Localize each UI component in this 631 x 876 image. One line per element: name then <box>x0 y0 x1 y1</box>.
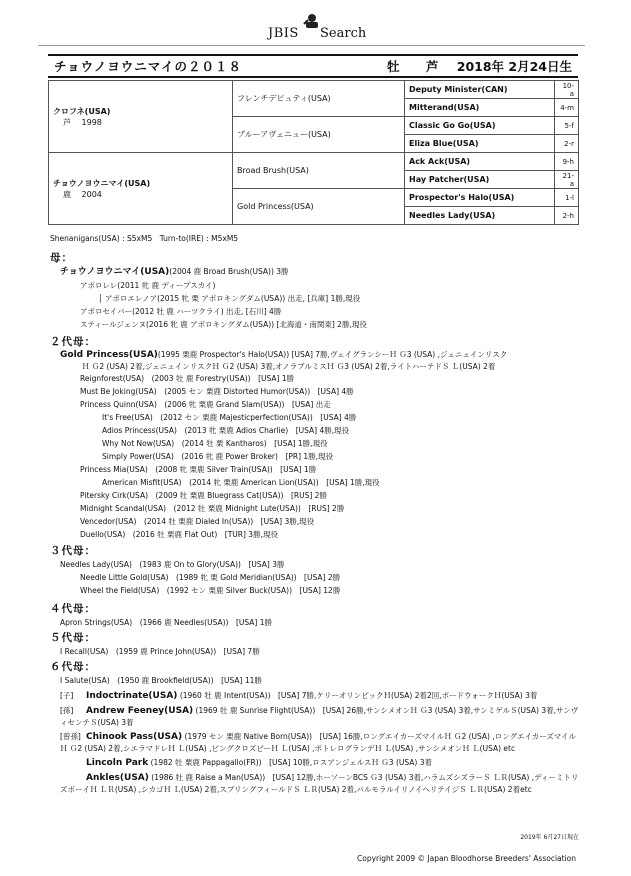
pedigree-g3-cell[interactable]: Hay Patcher(USA) <box>405 171 555 189</box>
copyright: Copyright 2009 © Japan Bloodhorse Breeders' Association <box>357 854 576 863</box>
family-entry[interactable] <box>80 584 608 597</box>
pedigree-g3-cell[interactable]: Ack Ack(USA) <box>405 153 555 171</box>
pedigree-g3-cell[interactable]: Needles Lady(USA) <box>405 207 555 225</box>
sire-detail: 芦 1998 <box>63 117 102 127</box>
entry-record: Simply Power(USA) (2016 牝 鹿 Power Broker) [PR] 1勝,現役 <box>102 452 334 461</box>
jockey-icon <box>300 12 320 32</box>
pedigree-g2-cell[interactable]: Broad Brush(USA) <box>233 153 405 189</box>
title-bottom-rule <box>48 76 578 78</box>
descendant-entry[interactable] <box>60 772 580 795</box>
entry-record: American Misfit(USA) (2014 牝 栗鹿 American Lion(USA)) [USA] 1勝,現役 <box>102 478 380 487</box>
family-entry[interactable] <box>60 645 608 658</box>
entry-record: Vencedor(USA) (2014 牡 栗鹿 Dialed In(USA)) [USA] 3勝,現役 <box>80 517 315 526</box>
entry-record: Adios Princess(USA) (2013 牝 栗鹿 Adios Charlie) [USA] 4勝,現役 <box>102 426 350 435</box>
family-entry[interactable] <box>80 385 608 398</box>
pedigree-g3-cell[interactable]: Prospector's Halo(USA) <box>405 189 555 207</box>
family-entry[interactable] <box>80 318 608 331</box>
entry-record: Needles Lady(USA) (1983 鹿 On to Glory(USA)) [USA] 3勝 <box>60 560 285 569</box>
entry-record: Apron Strings(USA) (1966 鹿 Needles(USA)) [USA] 1勝 <box>60 618 273 627</box>
entry-record: Princess Mia(USA) (2008 牝 栗鹿 Silver Train(USA)) [USA] 1勝 <box>80 465 317 474</box>
family-entry[interactable] <box>60 558 608 571</box>
pedigree-g2-cell[interactable]: Gold Princess(USA) <box>233 189 405 225</box>
descendant-entry[interactable] <box>60 757 580 769</box>
family-entry[interactable] <box>80 489 608 502</box>
entry-record: Princess Quinn(USA) (2006 牝 栗鹿 Grand Slam(USA)) [USA] 出走 <box>80 400 331 409</box>
family-number: 4-m <box>555 99 579 117</box>
family-number: 2-h <box>555 207 579 225</box>
descendant-entry[interactable] <box>60 705 580 728</box>
generation-heading: ６代母： <box>50 661 96 673</box>
family-entry[interactable] <box>102 476 608 489</box>
pedigree-table <box>48 80 579 225</box>
entry-record: Midnight Scandal(USA) (2012 牡 栗鹿 Midnight Lute(USA)) [RUS] 2勝 <box>80 504 345 513</box>
family-entry[interactable] <box>60 349 608 372</box>
horse-meta <box>373 57 572 75</box>
entry-record: Wheel the Field(USA) (1992 セン 栗鹿 Silver Buck(USA)) [USA] 12勝 <box>80 586 341 595</box>
family-entry[interactable] <box>60 616 608 629</box>
relation-tag: [曾孫] <box>60 732 81 741</box>
family-entry[interactable] <box>80 372 608 385</box>
descendant-record: (1982 牡 栗鹿 Pappagallo(FR)) [USA] 10勝,ロスアンジェルスＨ Ｇ3 (USA) 3着 <box>150 758 432 767</box>
family-number: 1-l <box>555 189 579 207</box>
descendant-name: Andrew Feeney(USA) <box>86 706 194 716</box>
update-date: 2019年 6月27日現在 <box>520 834 579 841</box>
descendant-entry[interactable] <box>60 690 580 702</box>
jbis-logo[interactable] <box>262 9 382 49</box>
title-bar <box>48 56 578 76</box>
family-entry[interactable] <box>80 571 608 584</box>
dam-detail: 鹿 2004 <box>63 189 102 199</box>
pedigree-g3-cell[interactable]: Mitterand(USA) <box>405 99 555 117</box>
logo-search-text: Search <box>320 26 367 41</box>
entry-name: Gold Princess(USA) <box>60 350 158 360</box>
inbreeding-note: Shenanigans(USA) : S5xM5 Turn-to(IRE) : M5xM5 <box>50 234 239 243</box>
entry-record: アポロレレ(2011 牝 鹿 ディープスカイ) <box>80 281 216 290</box>
family-number: 21-a <box>555 171 579 189</box>
entry-record: Pitersky Cirk(USA) (2009 牡 栗鹿 Bluegrass Cat(USA)) [RUS] 2勝 <box>80 491 327 500</box>
logo-jbis-text: JBIS <box>268 26 299 41</box>
family-entry[interactable] <box>80 502 608 515</box>
family-entry[interactable] <box>80 528 608 541</box>
family-number: 9-h <box>555 153 579 171</box>
pedigree-g3-cell[interactable]: Deputy Minister(CAN) <box>405 81 555 99</box>
family-entry[interactable] <box>102 450 608 463</box>
entry-record: (1995 栗鹿 Prospector's Halo(USA)) [USA] 7勝,ヴェイグランシーＨ Ｇ3 (USA) ,ジェニュインリスク <box>157 350 508 359</box>
family-number: 5-f <box>555 117 579 135</box>
generation-heading: ２代母： <box>50 336 96 348</box>
entry-record: スティールジェンヌ(2016 牝 鹿 アポロキングダム(USA)) [北海道・南関東] 2勝,現役 <box>80 320 367 329</box>
generation-heading: 母： <box>50 252 73 264</box>
family-generation <box>48 630 608 658</box>
descendant-record: (1969 牡 鹿 Sunrise Flight(USA)) [USA] 26勝,サンシメオンＨ Ｇ3 (USA) 3着,サンミゲルＳ(USA) 3着,サンヴィセンテＳ(USA) 3着 <box>60 706 579 727</box>
dam-name: チョウノヨウニマイ(USA) <box>53 178 151 188</box>
entry-record: Duello(USA) (2016 牡 栗鹿 Flat Out) [TUR] 3勝,現役 <box>80 530 278 539</box>
pedigree-g3-cell[interactable]: Eliza Blue(USA) <box>405 135 555 153</box>
entry-record: Why Not Now(USA) (2014 牡 栗 Kantharos) [USA] 1勝,現役 <box>102 439 328 448</box>
descendant-record: (1960 牡 鹿 Intent(USA)) [USA] 7勝,ケリーオリンピックＨ(USA) 2着2回,ボードウォークＨ(USA) 3着 <box>179 691 538 700</box>
horse-sex: 牡 <box>387 59 400 74</box>
descendant-name: Lincoln Park <box>86 758 149 768</box>
family-entry[interactable] <box>80 305 608 318</box>
pedigree-sire[interactable] <box>49 81 233 153</box>
pedigree-g2-cell[interactable]: ブルーアヴェニュー(USA) <box>233 117 405 153</box>
family-entry[interactable] <box>80 463 608 476</box>
relation-tag: [子] <box>60 691 74 700</box>
descendant-entry[interactable] <box>60 731 580 754</box>
pedigree-dam[interactable] <box>49 153 233 225</box>
sire-name: クロフネ(USA) <box>53 106 111 116</box>
family-entry[interactable] <box>102 424 608 437</box>
family-entry[interactable] <box>102 437 608 450</box>
family-generation <box>48 334 608 541</box>
family-generation <box>48 601 608 629</box>
descendant-name: Chinook Pass(USA) <box>86 732 183 742</box>
entry-record: It's Free(USA) (2012 セン 栗鹿 Majesticperfection(USA)) [USA] 4勝 <box>102 413 357 422</box>
pedigree-g2-cell[interactable]: フレンチデピュティ(USA) <box>233 81 405 117</box>
family-entry[interactable] <box>60 674 608 687</box>
entry-record: I Recall(USA) (1959 鹿 Prince John(USA)) [USA] 7勝 <box>60 647 260 656</box>
family-generation <box>48 543 608 597</box>
horse-color: 芦 <box>425 59 439 74</box>
descendant-name: Ankles(USA) <box>86 773 149 783</box>
entry-record: I Salute(USA) (1950 鹿 Brookfield(USA)) [USA] 11勝 <box>60 676 262 685</box>
family-entry[interactable] <box>60 265 608 279</box>
generation-heading: ５代母： <box>50 632 96 644</box>
family-entry[interactable] <box>80 515 608 528</box>
entry-record: Must Be Joking(USA) (2005 セン 栗鹿 Distorted Humor(USA)) [USA] 4勝 <box>80 387 354 396</box>
descendant-record: (1986 牡 鹿 Raise a Man(USA)) [USA] 12勝,ホーソーンBCS Ｇ3 (USA) 3着,ハラムズシズラーＳ ＬＲ(USA) ,ディーミトリズボーイＨ ＬＲ(USA) ,シカゴＨ Ｌ(USA) 2着,スプリングフィールドＳ ＬＲ(USA) 2着,パルモラルイリノイヘリテイジＳ ＬＲ(USA) 2着etc <box>60 773 579 794</box>
entry-record: Reignforest(USA) (2003 牡 鹿 Forestry(USA)) [USA] 1勝 <box>80 374 295 383</box>
horse-name: チョウノヨウニマイの２０１８ <box>54 59 243 74</box>
descendant-record: (1979 セン 栗鹿 Native Born(USA)) [USA] 16勝,ロングエイカーズマイルＨ Ｇ2 (USA) ,ロングエイカーズマイルＨ Ｇ2 (USA) 2着,シエラマドレＨ Ｌ(USA) ,ビングクロズビーＨ Ｌ(USA) ,ポトレログランデＨ Ｌ(USA) ,サンシメオンＨ Ｌ(USA) etc <box>60 732 577 753</box>
family-number: 2-r <box>555 135 579 153</box>
relation-tag: [孫] <box>60 706 74 715</box>
entry-record-continued: Ｈ Ｇ2 (USA) 2着,ジェニュインリスクＨ Ｇ2 (USA) 3着,オノラブルミスＨ Ｇ3 (USA) 2着,ライトハーテドＳ Ｌ(USA) 2着 <box>82 362 496 371</box>
entry-name: チョウノヨウニマイ(USA) <box>60 267 170 277</box>
logo-divider <box>38 45 585 46</box>
entry-record: アポロセイバー(2012 牡 鹿 ハーツクライ) 出走, [石川] 4勝 <box>80 307 282 316</box>
horse-birth: 2018年 2月24日生 <box>456 59 572 74</box>
entry-record: (2004 鹿 Broad Brush(USA)) 3勝 <box>169 267 289 276</box>
family-number: 10-a <box>555 81 579 99</box>
generation-heading: ３代母： <box>50 545 96 557</box>
entry-record: │ アポロエレノア(2015 牝 栗 アポロキングダム(USA)) 出走, [兵庫] 1勝,現役 <box>98 294 361 303</box>
generation-heading: ４代母： <box>50 603 96 615</box>
family-generation <box>48 659 608 795</box>
family-entry[interactable] <box>102 411 608 424</box>
family-entry[interactable] <box>80 279 608 292</box>
family-entry[interactable] <box>80 398 608 411</box>
descendant-name: Indoctrinate(USA) <box>86 691 178 701</box>
pedigree-g3-cell[interactable]: Classic Go Go(USA) <box>405 117 555 135</box>
family-generation <box>48 250 608 331</box>
entry-record: Needle Little Gold(USA) (1989 牝 栗 Gold Meridian(USA)) [USA] 2勝 <box>80 573 341 582</box>
family-entry[interactable] <box>98 292 608 305</box>
